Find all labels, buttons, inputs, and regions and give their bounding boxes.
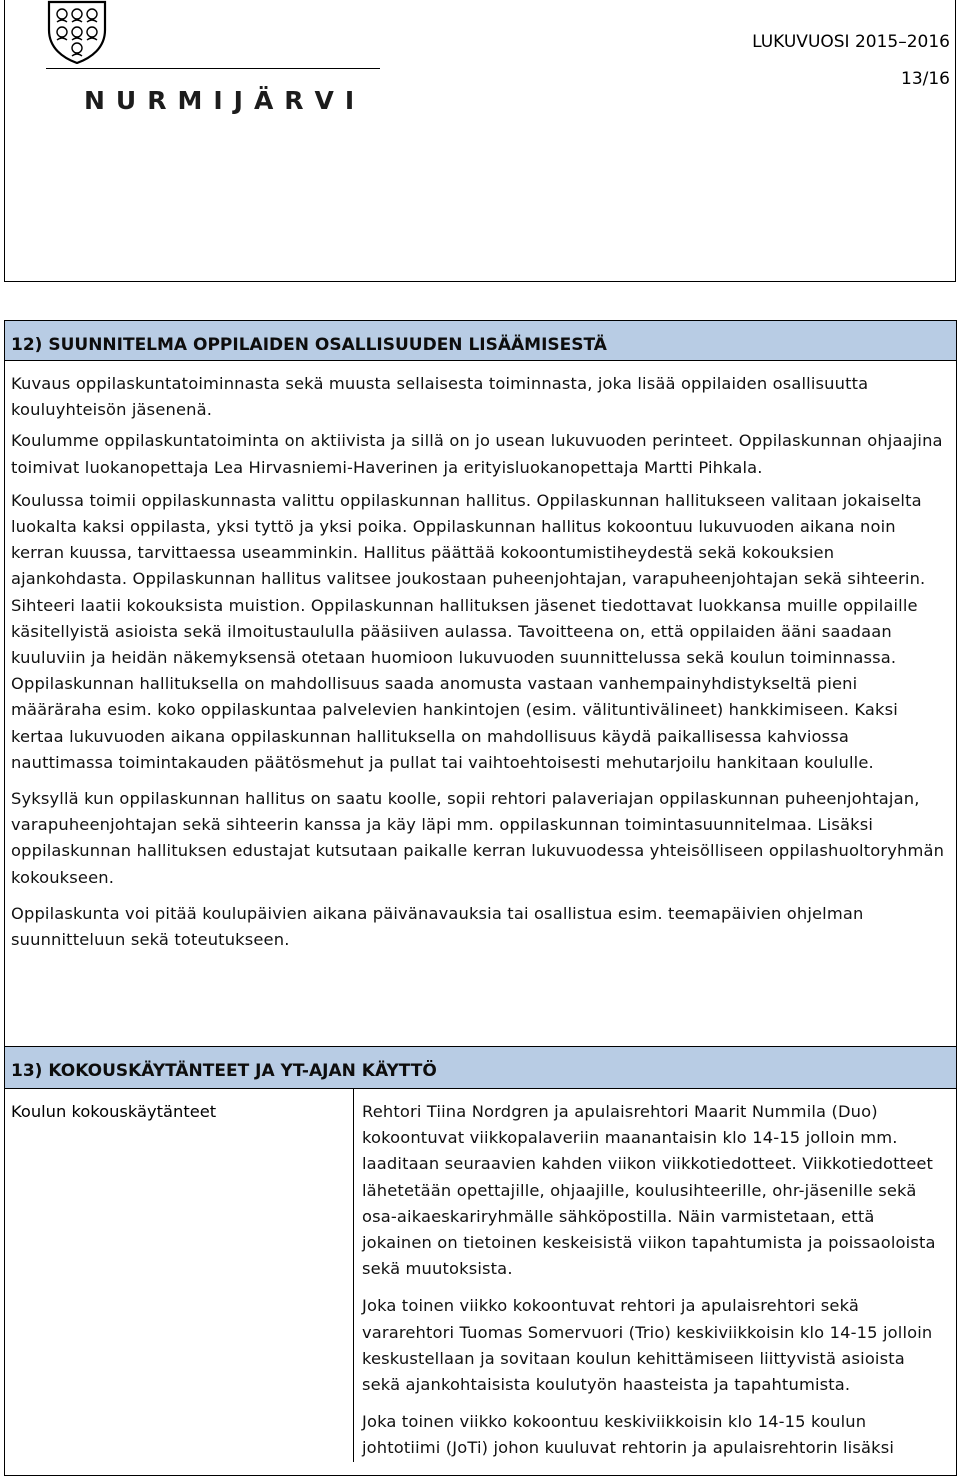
section-13-paragraph: Joka toinen viikko kokoontuu keskiviikkoisin klo 14-15 koulun johtotiimi (JoTi) johon kuuluvat rehtorin ja apulaisrehtorin lisäksi: [362, 1412, 894, 1458]
table-row: [5, 1089, 956, 1462]
section-12-description: Kuvaus oppilaskuntatoiminnasta sekä muusta sellaisesta toiminnasta, joka lisää oppilaiden osallisuutta kouluyhteisön jäsenenä.: [11, 374, 869, 420]
row-label: Koulun kokouskäytänteet: [11, 1102, 217, 1121]
section-12-paragraph: Koulussa toimii oppilaskunnasta valittu oppilaskunnan hallitus. Oppilaskunnan hallitukseen valitaan jokaiselta luokalta kaksi oppilasta, yksi tyttö ja yksi poika. Oppilaskunnan hallitus kokoontuu lukuvuoden aikana noin kerran kuussa, tarvittaessa useamminkin. Hallitus päättää kokoontumistiheydestä sekä kokouksien ajankohdasta. Oppilaskunnan hallitus valitsee joukostaan puheenjohtajan, varapuheenjohtajan sekä sihteerin. Sihteeri laatii kokouksista muistion. Oppilaskunnan hallituksen jäsenet tiedottavat luokkansa muille oppilaille käsitellyistä asioista sekä ilmoitustaululla pääsiiven aulassa. Tavoitteena on, että oppilaiden ääni saadaan kuuluviin ja heidän näkemyksensä otetaan huomioon lukuvuoden suunnittelussa sekä koulun toiminnassa. Oppilaskunnan hallituksella on mahdollisuus saada anomusta vastaan vanhempainyhdistykseltä pieni määräraha esim. koko oppilaskuntaa palvelevien hankintojen (esim. välituntivälineet) hankkimiseen. Kaksi kertaa lukuvuoden aikana oppilaskunnan hallituksella on mahdollisuus käydä paikallisessa kahviossa nauttimassa toimintakauden päätösmehut ja pullat tai vaihtoehtoisesti mehutarjoilu hankitaan koululle.: [11, 490, 926, 772]
section-13-paragraph: Rehtori Tiina Nordgren ja apulaisrehtori Maarit Nummila (Duo) kokoontuvat viikkopalaveriin maanantaisin klo 14-15 jolloin mm. laaditaan seuraavien kahden viikon viikkotiedotteet. Viikkotiedotteet lähetetään opettajille, ohjaajille, koulusihteerille, ohr-jäsenille sekä osa-aikaeskariryhmälle sähköpostilla. Näin varmistetaan, että jokainen on tietoinen keskeisistä viikon tapahtumista ja poissaoloista sekä muutoksista.: [362, 1102, 936, 1279]
page-number: 13/16: [901, 69, 950, 89]
section-12-paragraph: Koulumme oppilaskuntatoiminta on aktiivista ja sillä on jo usean lukuvuoden perinteet. Oppilaskunnan ohjaajina toimivat luokanopettaja Lea Hirvasniemi-Haverinen ja erityisluokanopettaja Martti Pihkala.: [11, 431, 943, 477]
logo-divider: [46, 68, 380, 69]
municipality-name: NURMIJÄRVI: [84, 86, 366, 115]
section-13-paragraph: Joka toinen viikko kokoontuvat rehtori ja apulaisrehtori sekä vararehtori Tuomas Somervuori (Trio) keskiviikkoisin klo 14-15 jolloin keskustellaan ja sovitaan koulun kehittämiseen liittyvistä asioista sekä ajankohtaisista koulutyön haasteista ja tapahtumista.: [362, 1296, 933, 1395]
section-13: [4, 1046, 957, 1476]
row-content: [353, 1089, 951, 1462]
section-12-paragraph: Syksyllä kun oppilaskunnan hallitus on saatu koolle, sopii rehtori palaveriajan oppilaskunnan puheenjohtajan, varapuheenjohtajan sekä sihteerin kanssa ja käy läpi mm. oppilaskunnan toimintasuunnitelmaa. Lisäksi oppilaskunnan hallituksen edustajat kutsutaan paikalle kerran lukuvuodessa yhteisölliseen oppilashuoltoryhmän kokoukseen.: [11, 789, 945, 887]
section-13-title: 13) KOKOUSKÄYTÄNTEET JA YT-AJAN KÄYTTÖ: [5, 1047, 956, 1089]
school-year: LUKUVUOSI 2015–2016: [752, 32, 950, 52]
section-12-paragraph: Oppilaskunta voi pitää koulupäivien aikana päivänavauksia tai osallistua esim. teemapäivien ohjelman suunnitteluun sekä toteutukseen.: [11, 903, 864, 950]
coat-of-arms-icon: [46, 0, 108, 64]
municipality-logo: [36, 0, 366, 115]
section-12-title: 12) SUUNNITELMA OPPILAIDEN OSALLISUUDEN LISÄÄMISESTÄ: [5, 321, 956, 361]
